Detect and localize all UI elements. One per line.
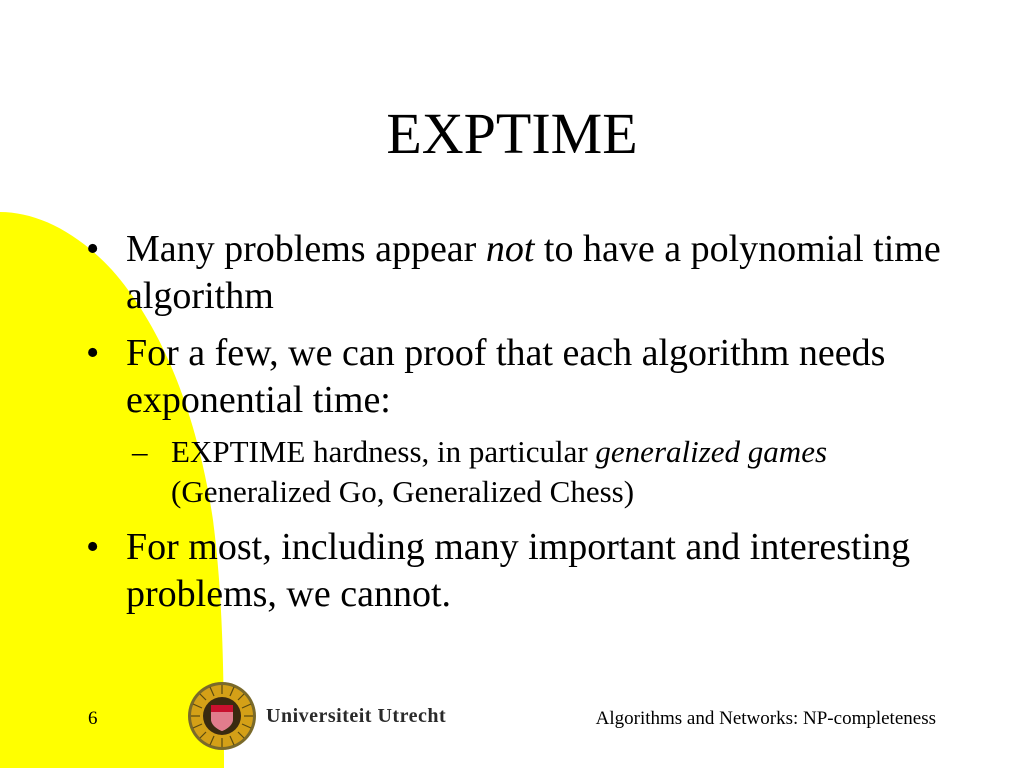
bullet-emphasis: not	[485, 228, 535, 270]
course-title: Algorithms and Networks: NP-completeness	[595, 708, 936, 729]
sub-bullet-marker: –	[132, 434, 148, 469]
university-seal-icon	[186, 680, 258, 752]
bullet-item	[86, 524, 946, 618]
bullet-text: Many problems appear	[126, 228, 486, 270]
bullet-item	[86, 330, 946, 424]
sub-bullet-emphasis: generalized games	[595, 434, 828, 469]
university-name: Universiteit Utrecht	[266, 705, 447, 727]
sub-bullet-text: (Generalized Go, Generalized Chess)	[171, 474, 635, 509]
bullet-text: For a few, we can proof that each algorithm needs exponential time:	[126, 332, 886, 421]
bullet-marker: •	[86, 228, 100, 270]
bullet-text: to have a polynomial time algorithm	[126, 228, 941, 317]
sub-bullet-item	[126, 432, 946, 512]
bullet-list	[86, 226, 946, 628]
slide-title: EXPTIME	[386, 101, 638, 166]
bullet-marker: •	[86, 526, 100, 568]
bullet-text: For most, including many important and interesting problems, we cannot.	[126, 526, 911, 615]
page-number: 6	[88, 708, 98, 729]
sub-bullet-text: EXPTIME hardness, in particular	[171, 434, 596, 469]
bullet-marker: •	[86, 332, 100, 374]
bullet-item	[86, 226, 946, 320]
